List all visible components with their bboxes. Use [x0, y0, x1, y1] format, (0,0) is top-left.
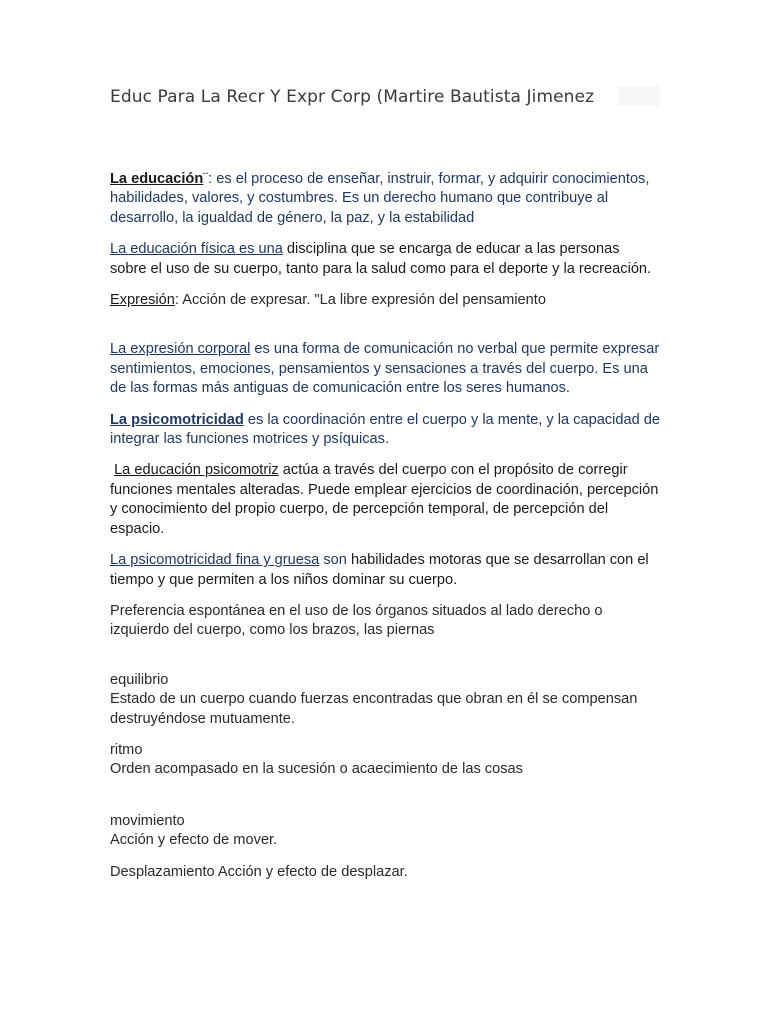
link-educacion-psicomotriz[interactable]: La educación psicomotriz — [114, 462, 279, 479]
paragraph-ritmo — [110, 741, 660, 780]
link-psicomotricidad[interactable]: La psicomotricidad — [110, 411, 244, 428]
paragraph-psicomotricidad — [110, 411, 660, 450]
paragraph-equilibrio — [110, 671, 660, 729]
text-expresion-corporal: es una forma de comunicación no verbal que permite expresar sentimientos, emociones, pensamientos y sensaciones a través del cuerpo. Es una de las formas más antiguas de comunicación entre los seres humanos. — [110, 341, 660, 397]
paragraph-fina-gruesa — [110, 551, 660, 590]
term-mark: ¨ — [203, 171, 209, 187]
term-expresion: Expresión — [110, 292, 175, 309]
document-title: Educ Para La Recr Y Expr Corp (Martire Bautista Jimenez — [110, 87, 595, 107]
paragraph-expresion — [110, 291, 660, 310]
title-fade-box — [618, 86, 660, 106]
document-body — [110, 170, 660, 882]
paragraph-educacion-fisica — [110, 240, 660, 279]
paragraph-desplazamiento: Desplazamiento Acción y efecto de desplazar. — [110, 863, 408, 880]
connector-son: son — [319, 552, 347, 569]
text-movimiento: Acción y efecto de mover. — [110, 832, 278, 849]
text-equilibrio: Estado de un cuerpo cuando fuerzas encontradas que obran en él se compensan destruyéndose mutuamente. — [110, 691, 638, 727]
text-educacion: : es el proceso de enseñar, instruir, formar, y adquirir conocimientos, habilidades, valores, y costumbres. Es un derecho humano que contribuye al desarrollo, la igualdad de género, la paz, y la estabilidad — [110, 171, 650, 226]
text-expresion: : Acción de expresar. "La libre expresión del pensamiento — [174, 292, 546, 309]
text-educacion-fisica: disciplina que se encarga de educar a las personas sobre el uso de su cuerpo, tanto para la salud como para el deporte y la recreación. — [110, 241, 652, 277]
paragraph-movimiento — [110, 812, 660, 851]
document-title-bar — [110, 86, 660, 108]
paragraph-educacion — [110, 170, 660, 228]
term-ritmo: ritmo — [110, 741, 143, 758]
text-ritmo: Orden acompasado en la sucesión o acaecimiento de las cosas — [110, 761, 523, 778]
link-educacion-fisica[interactable]: La educación física es una — [110, 241, 283, 258]
link-fina-gruesa[interactable]: La psicomotricidad fina y gruesa — [110, 552, 320, 569]
term-movimiento: movimiento — [110, 812, 185, 829]
paragraph-lateralidad: Preferencia espontánea en el uso de los órganos situados al lado derecho o izquierdo del cuerpo, como los brazos, las piernas — [110, 602, 603, 639]
text-educacion-psicomotriz: actúa a través del cuerpo con el propósito de corregir funciones mentales alteradas. Puede emplear ejercicios de coordinación, percepción y conocimiento del propio cuerpo, de percepción temporal, de percepción del espacio. — [110, 462, 659, 537]
text-fina-gruesa: habilidades motoras que se desarrollan con el tiempo y que permiten a los niños dominar su cuerpo. — [110, 552, 649, 588]
paragraph-expresion-corporal — [110, 340, 660, 398]
link-expresion-corporal[interactable]: La expresión corporal — [110, 341, 251, 358]
paragraph-educacion-psicomotriz — [110, 461, 660, 539]
term-equilibrio: equilibrio — [110, 671, 169, 688]
text-psicomotricidad: es la coordinación entre el cuerpo y la mente, y la capacidad de integrar las funciones motrices y psíquicas. — [110, 411, 660, 448]
term-educacion: La educación — [110, 171, 204, 187]
